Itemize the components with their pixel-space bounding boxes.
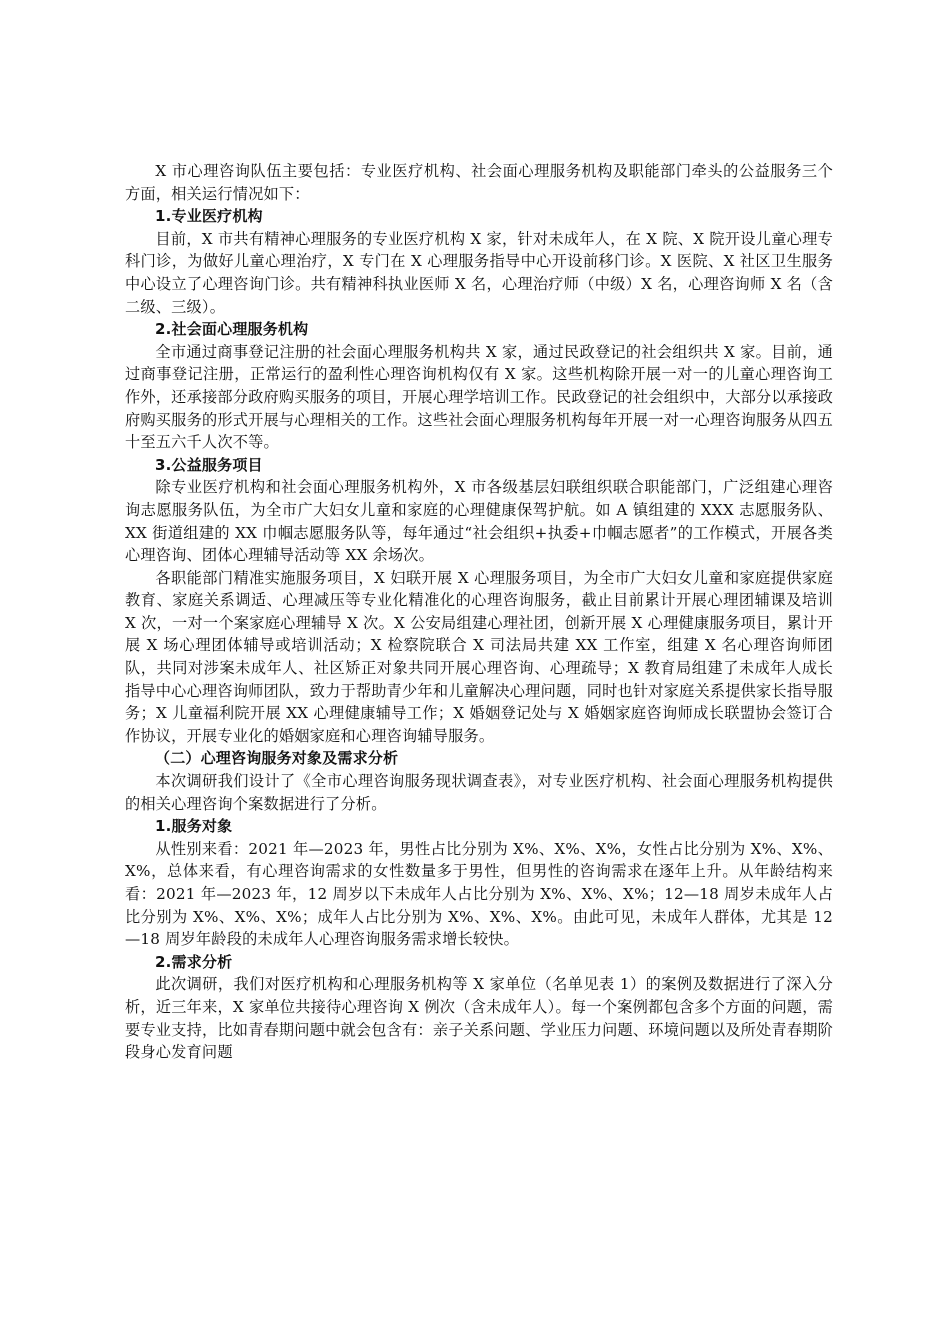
paragraph-analysis-intro: 本次调研我们设计了《全市心理咨询服务现状调查表》，对专业医疗机构、社会面心理服务机构提供的相关心理咨询个案数据进行了分析。 (125, 772, 833, 813)
document-page (125, 160, 833, 1064)
paragraph-demand: 此次调研，我们对医疗机构和心理服务机构等 X 家单位（名单见表 1）的案例及数据进行了深入分析，近三年来，X 家单位共接待心理咨询 X 例次（含未成年人）。每一个案例都包含多个方面的问题，需要专业支持，比如青春期问题中就会包含有：亲子关系问题、学业压力问题、环境问题以及所处青春期阶段身心发育问题 (125, 975, 833, 1062)
paragraph-public-welfare-1: 除专业医疗机构和社会面心理服务机构外，X 市各级基层妇联组织联合职能部门，广泛组建心理咨询志愿服务队伍，为全市广大妇女儿童和家庭的心理健康保驾护航。如 A 镇组建的 XXX 志愿服务队、XX 街道组建的 XX 巾帼志愿服务队等，每年通过“社会组织+执委+巾帼志愿者”的工作模式，开展各类心理咨询、团体心理辅导活动等 XX 余场次。 (125, 478, 833, 565)
section-heading-public-welfare: 3.公益服务项目 (155, 455, 263, 474)
paragraph-service-target: 从性别来看：2021 年—2023 年，男性占比分别为 X%、X%、X%，女性占比分别为 X%、X%、X%，总体来看，有心理咨询需求的女性数量多于男性，但男性的咨询需求在逐年上升。从年龄结构来看：2021 年—2023 年，12 周岁以下未成年人占比分别为 X%、X%、X%；12—18 周岁未成年人占比分别为 X%、X%、X%；成年人占比分别为 X%、X%、X%。由此可见，未成年人群体，尤其是 12—18 周岁年龄段的未成年人心理咨询服务需求增长较快。 (125, 839, 833, 949)
part-heading-analysis: （二）心理咨询服务对象及需求分析 (155, 749, 399, 768)
intro-paragraph: X 市心理咨询队伍主要包括：专业医疗机构、社会面心理服务机构及职能部门牵头的公益服务三个方面，相关运行情况如下： (125, 162, 833, 203)
section-heading-service-target: 1.服务对象 (155, 817, 233, 836)
section-heading-social: 2.社会面心理服务机构 (155, 320, 309, 339)
paragraph-social: 全市通过商事登记注册的社会面心理服务机构共 X 家，通过民政登记的社会组织共 X 家。目前，通过商事登记注册，正常运行的盈利性心理咨询机构仅有 X 家。这些机构除开展一对一的儿童心理咨询工作外，还承接部分政府购买服务的项目，开展心理学培训工作。民政登记的社会组织中，大部分以承接政府购买服务的形式开展与心理相关的工作。这些社会面心理服务机构每年开展一对一心理咨询服务从四五十至五六千人次不等。 (125, 342, 833, 452)
section-heading-demand: 2.需求分析 (155, 952, 233, 971)
paragraph-public-welfare-2: 各职能部门精准实施服务项目，X 妇联开展 X 心理服务项目，为全市广大妇女儿童和家庭提供家庭教育、家庭关系调适、心理减压等专业化精准化的心理咨询服务，截止目前累计开展心理团辅课及培训 X 次，一对一个案家庭心理辅导 X 次。X 公安局组建心理社团，创新开展 X 心理健康服务项目，累计开展 X 场心理团体辅导或培训活动；X 检察院联合 X 司法局共建 XX 工作室，组建 X 名心理咨询师团队，共同对涉案未成年人、社区矫正对象共同开展心理咨询、心理疏导；X 教育局组建了未成年人成长指导中心心理咨询师团队，致力于帮助青少年和儿童解决心理问题，同时也针对家庭关系提供家长指导服务；X 儿童福利院开展 XX 心理健康辅导工作；X 婚姻登记处与 X 婚姻家庭咨询师成长联盟协会签订合作协议，开展专业化的婚姻家庭和心理咨询辅导服务。 (125, 568, 833, 745)
paragraph-medical: 目前，X 市共有精神心理服务的专业医疗机构 X 家，针对未成年人，在 X 院、X 院开设儿童心理专科门诊，为做好儿童心理治疗，X 专门在 X 心理服务指导中心开设前移门诊。X 医院、X 社区卫生服务中心设立了心理咨询门诊。共有精神科执业医师 X 名，心理治疗师（中级）X 名，心理咨询师 X 名（含二级、三级）。 (125, 229, 833, 316)
section-heading-medical: 1.专业医疗机构 (155, 207, 263, 226)
